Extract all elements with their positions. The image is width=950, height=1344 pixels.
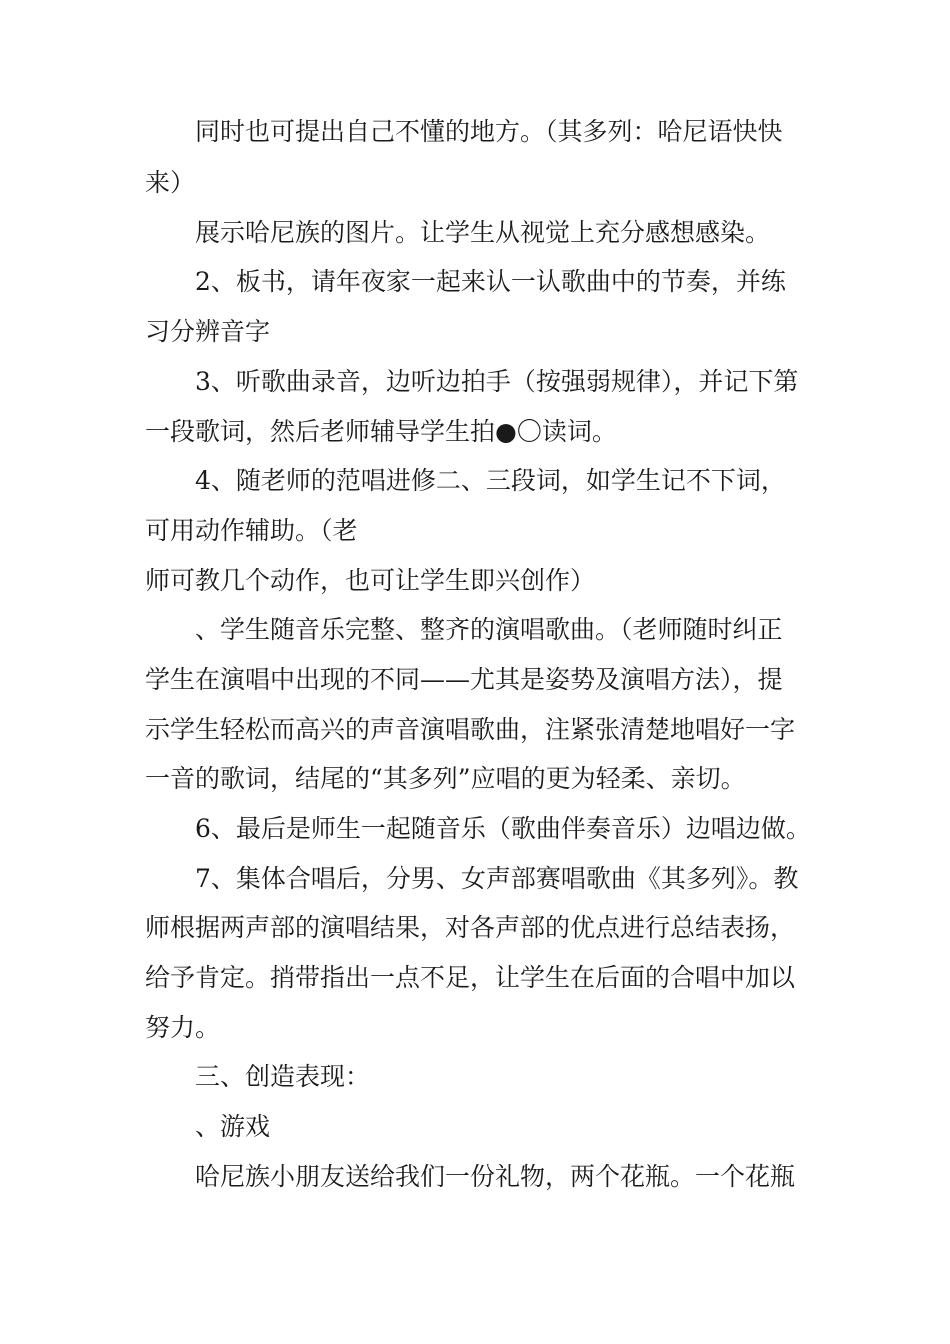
text-line-11: 、学生随音乐完整、整齐的演唱歌曲。（老师随时纠正	[195, 615, 783, 644]
text-line-3: 展示哈尼族的图片。让学生从视觉上充分感想感染。	[195, 218, 771, 247]
text-line-19: 努力。	[145, 1013, 221, 1042]
text-line-22: 哈尼族小朋友送给我们一份礼物，两个花瓶。一个花瓶	[195, 1162, 796, 1191]
text-line-17: 师根据两声部的演唱结果，对各声部的优点进行总结表扬，	[145, 913, 796, 942]
text-line-15: 6、最后是师生一起随音乐（歌曲伴奏音乐）边唱边做。	[195, 814, 811, 843]
text-line-4: 2、板书，请年夜家一起来认一认歌曲中的节奏，并练	[195, 267, 786, 296]
text-line-20: 三、创造表现：	[195, 1062, 371, 1091]
text-line-12: 学生在演唱中出现的不同——尤其是姿势及演唱方法），提	[145, 665, 783, 694]
text-line-14: 一音的歌词，结尾的“其多列”应唱的更为轻柔、亲切。	[145, 764, 746, 793]
text-line-8: 4、随老师的范唱进修二、三段词，如学生记不下词，	[195, 466, 786, 495]
text-line-1: 同时也可提出自己不懂的地方。（其多列：哈尼语快快	[195, 117, 783, 146]
text-line-2: 来）	[145, 168, 196, 197]
text-line-6: 3、听歌曲录音，边听边拍手（按强弱规律），并记下第	[195, 367, 799, 396]
text-line-16: 7、集体合唱后，分男、女声部赛唱歌曲《其多列》。教	[195, 864, 799, 893]
text-line-13: 示学生轻松而高兴的声音演唱歌曲，注紧张清楚地唱好一字	[145, 715, 796, 744]
text-line-5: 习分辨音字	[145, 317, 271, 346]
text-line-10: 师可教几个动作，也可让学生即兴创作）	[145, 566, 596, 595]
text-line-7: 一段歌词，然后老师辅导学生拍●〇读词。	[145, 417, 617, 446]
text-line-9: 可用动作辅助。（老	[145, 516, 358, 545]
text-line-21: 、游戏	[195, 1112, 271, 1141]
text-line-18: 给予肯定。捎带指出一点不足，让学生在后面的合唱中加以	[145, 963, 796, 992]
